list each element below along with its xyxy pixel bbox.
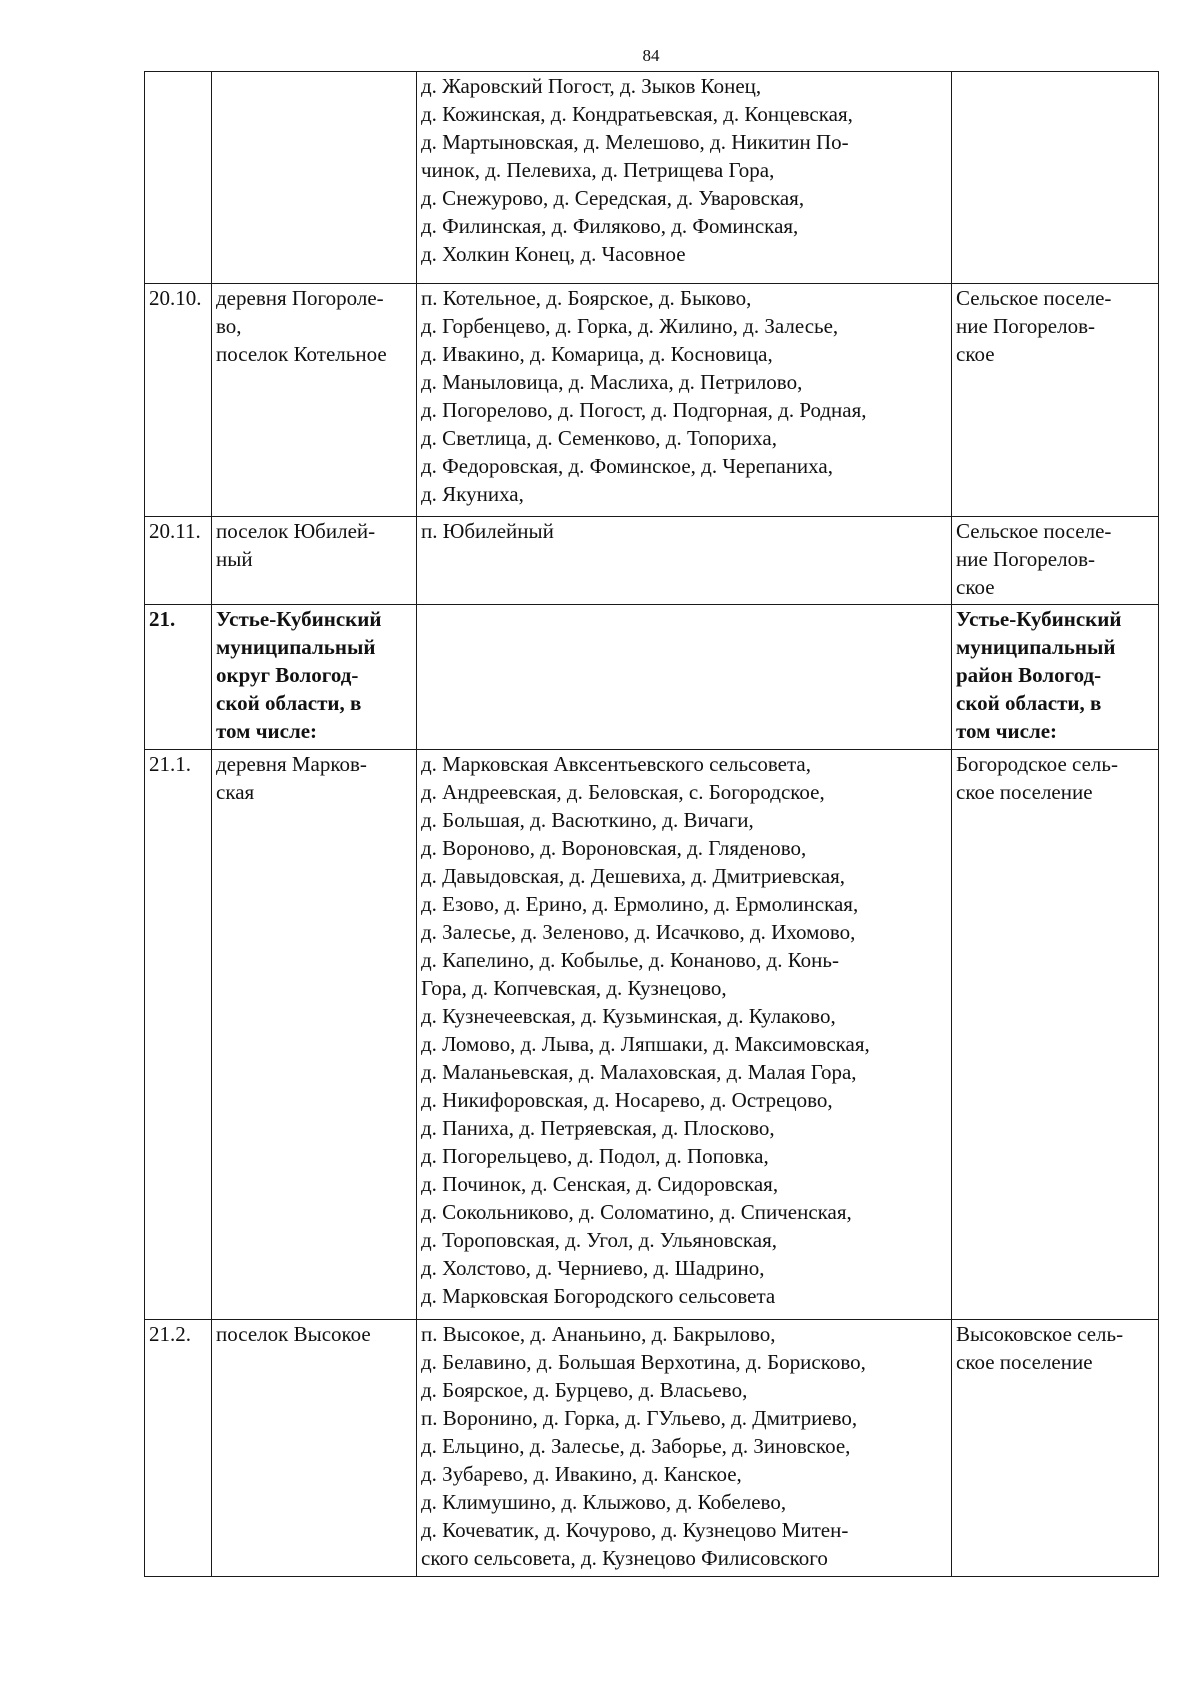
settlements-cell: п. Юбилейный (417, 517, 952, 605)
row-number-cell: 20.10. (145, 284, 212, 517)
municipality-cell: Устье-Кубинский муниципальный район Вологод- ской области, в том числе: (952, 605, 1159, 750)
table-row (145, 1320, 1159, 1577)
settlements-cell: д. Марковская Авксентьевского сельсовета, д. Андреевская, д. Беловская, с. Богородское, д. Большая, д. Васюткино, д. Вичаги, д. Вороново, д. Вороновская, д. Гляденово, д. Давыдовская, д. Дешевиха, д. Дмитриевская, д. Езово, д. Ерино, д. Ермолино, д. Ермолинская, д. Залесье, д. Зеленово, д. Исачково, д. Ихомово, д. Капелино, д. Кобылье, д. Конаново, д. Конь- Гора, д. Копчевская, д. Кузнецово, д. Кузнечеевская, д. Кузьминская, д. Кулаково, д. Ломово, д. Лыва, д. Ляпшаки, д. Максимовская, д. Маланьевская, д. Малаховская, д. Малая Гора, д. Никифоровская, д. Носарево, д. Острецово, д. Паниха, д. Петряевская, д. Плосково, д. Погорельцево, д. Подол, д. Поповка, д. Починок, д. Сенская, д. Сидоровская, д. Сокольниково, д. Соломатино, д. Спиченская, д. Тороповская, д. Угол, д. Ульяновская, д. Холстово, д. Черниево, д. Шадрино, д. Марковская Богородского сельсовета (417, 750, 952, 1320)
municipality-cell: Богородское сель- ское поселение (952, 750, 1159, 1320)
row-number-cell: 21.2. (145, 1320, 212, 1577)
municipality-cell (952, 72, 1159, 284)
table-row (145, 284, 1159, 517)
admin-center-cell: деревня Марков- ская (212, 750, 417, 1320)
row-number-cell: 21.1. (145, 750, 212, 1320)
municipality-cell: Сельское поселе- ние Погорелов- ское (952, 284, 1159, 517)
admin-center-cell: деревня Погороле- во, поселок Котельное (212, 284, 417, 517)
admin-center-cell: поселок Высокое (212, 1320, 417, 1577)
settlements-cell: п. Высокое, д. Ананьино, д. Бакрылово, д. Белавино, д. Большая Верхотина, д. Борисково, д. Боярское, д. Бурцево, д. Власьево, п. Воронино, д. Горка, д. ГУльево, д. Дмитриево, д. Ельцино, д. Залесье, д. Заборье, д. Зиновское, д. Зубарево, д. Ивакино, д. Канское, д. Климушино, д. Клыжово, д. Кобелево, д. Кочеватик, д. Кочурово, д. Кузнецово Митен- ского сельсовета, д. Кузнецово Филисовского (417, 1320, 952, 1577)
row-number-cell (145, 72, 212, 284)
row-number-cell: 21. (145, 605, 212, 750)
table-row (145, 750, 1159, 1320)
municipality-cell: Сельское поселе- ние Погорелов- ское (952, 517, 1159, 605)
table-row (145, 72, 1159, 284)
table-row (145, 517, 1159, 605)
settlements-table (144, 71, 1159, 1577)
municipality-cell: Высоковское сель- ское поселение (952, 1320, 1159, 1577)
settlements-cell: п. Котельное, д. Боярское, д. Быково, д. Горбенцево, д. Горка, д. Жилино, д. Залесье, д. Ивакино, д. Комарица, д. Косновица, д. Маныловица, д. Маслиха, д. Петрилово, д. Погорелово, д. Погост, д. Подгорная, д. Родная, д. Светлица, д. Семенково, д. Топориха, д. Федоровская, д. Фоминское, д. Черепаниха, д. Якуниха, (417, 284, 952, 517)
page-number: 84 (642, 46, 660, 65)
admin-center-cell: поселок Юбилей- ный (212, 517, 417, 605)
admin-center-cell (212, 72, 417, 284)
row-number-cell: 20.11. (145, 517, 212, 605)
admin-center-cell: Устье-Кубинский муниципальный округ Вологод- ской области, в том числе: (212, 605, 417, 750)
settlements-cell: д. Жаровский Погост, д. Зыков Конец, д. Кожинская, д. Кондратьевская, д. Концевская, д. Мартыновская, д. Мелешово, д. Никитин По- чинок, д. Пелевиха, д. Петрищева Гора, д. Снежурово, д. Середская, д. Уваровская, д. Филинская, д. Филяково, д. Фоминская, д. Холкин Конец, д. Часовное (417, 72, 952, 284)
settlements-cell (417, 605, 952, 750)
table-row (145, 605, 1159, 750)
